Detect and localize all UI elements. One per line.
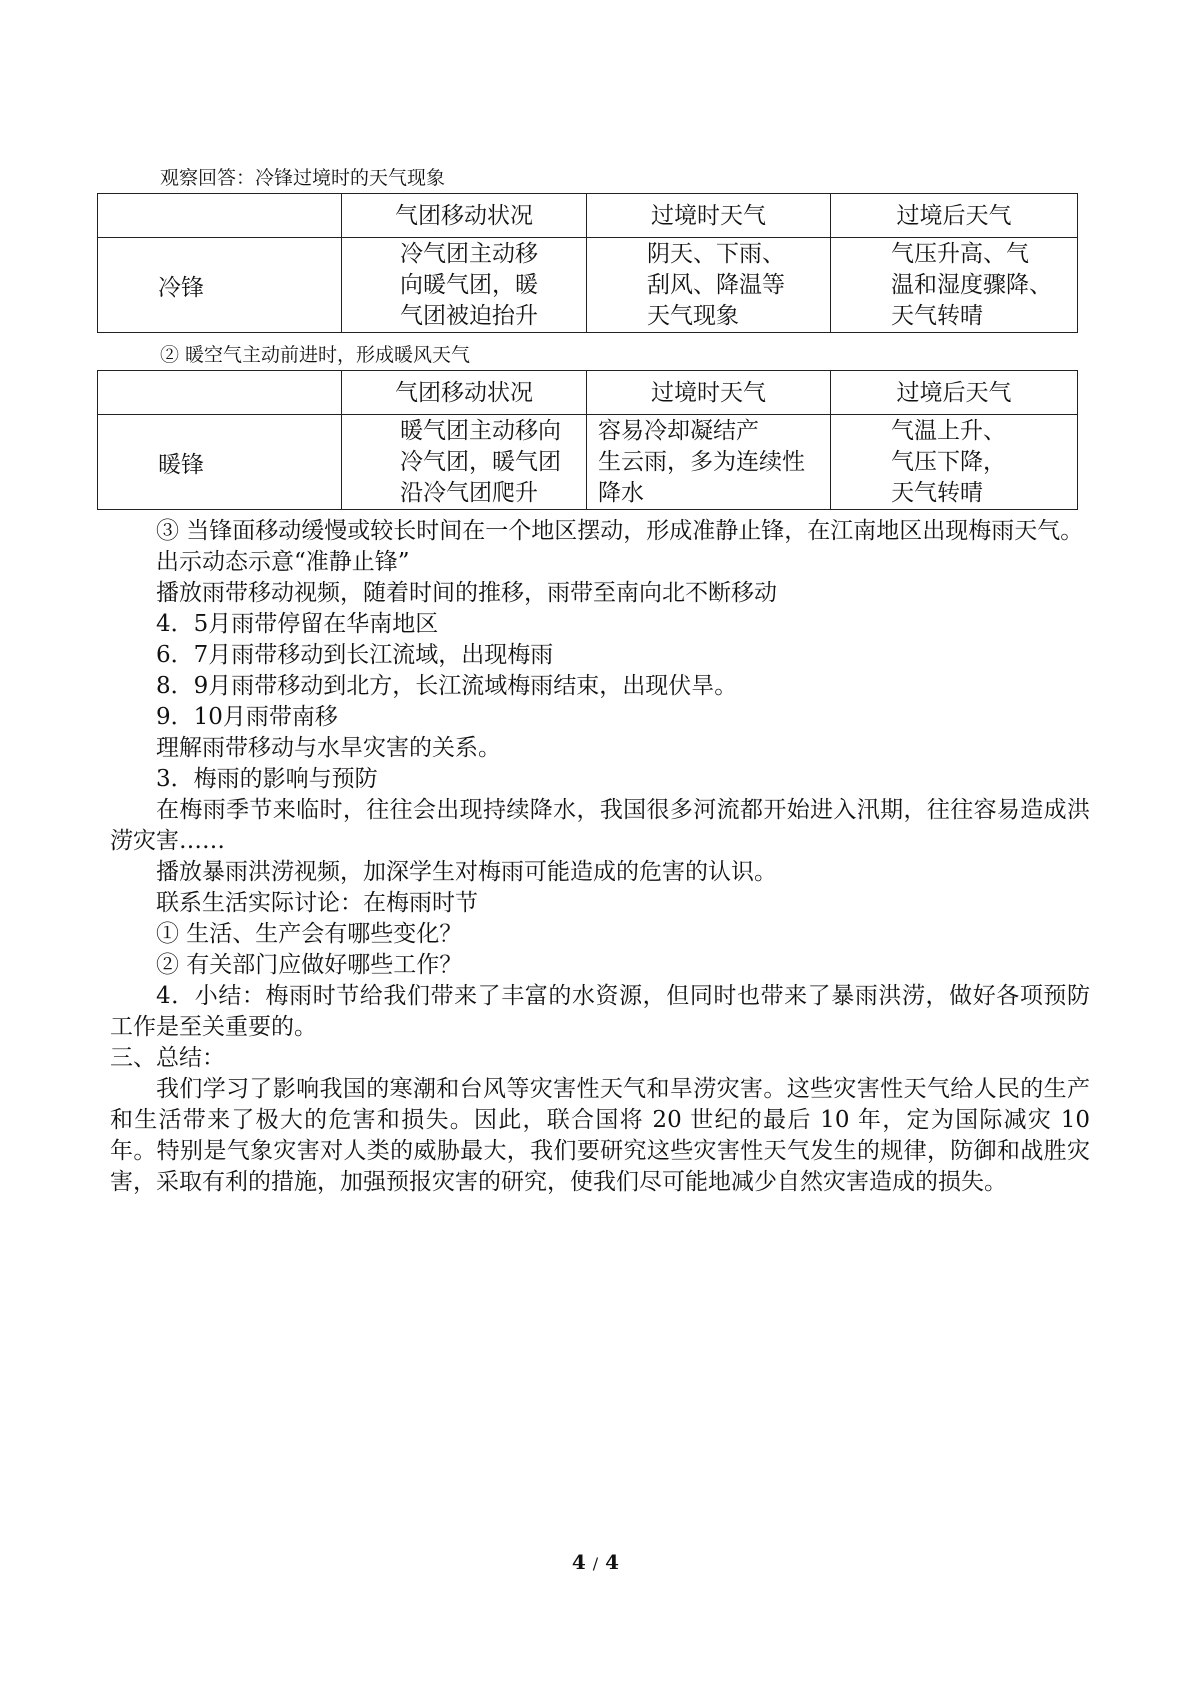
paragraph: 6．7月雨带移动到长江流域，出现梅雨 [156,642,554,668]
page-number: 4 / 4 [571,1550,620,1574]
weather-during-cell: 容易冷却凝结产 生云雨，多为连续性 降水 [587,415,831,510]
paragraph: 理解雨带移动与水旱灾害的关系。 [156,735,501,761]
weather-after-cell: 气温上升、 气压下降， 天气转晴 [831,415,1078,510]
row-label-warm-front: 暖锋 [98,415,342,510]
table-header-row [98,194,1078,238]
header-cell: 气团移动状况 [342,371,587,415]
paragraph: 9．10月雨带南移 [156,704,338,730]
paragraph: 4．5月雨带停留在华南地区 [156,611,439,637]
table-row [98,415,1078,510]
cold-front-caption: 观察回答：冷锋过境时的天气现象 [160,167,446,189]
paragraph: ① 生活、生产会有哪些变化？ [156,921,463,947]
paragraph: 联系生活实际讨论：在梅雨时节 [156,890,478,916]
header-cell [98,194,342,238]
warm-front-table [97,370,1078,510]
row-label-cold-front: 冷锋 [98,238,342,333]
warm-front-caption: ② 暖空气主动前进时，形成暖风天气 [160,344,471,366]
paragraph: 3．梅雨的影响与预防 [156,766,378,792]
table-row [98,238,1078,333]
paragraph: ③ 当锋面移动缓慢或较长时间在一个地区摆动，形成准静止锋，在江南地区出现梅雨天气。 [156,518,1084,544]
air-mass-movement-cell: 冷气团主动移 向暖气团，暖 气团被迫抬升 [342,238,587,333]
paragraph: 在梅雨季节来临时，往往会出现持续降水，我国很多河流都开始进入汛期，往往容易造成洪涝灾害…… [110,797,1090,854]
weather-after-cell: 气压升高、气 温和湿度骤降、 天气转晴 [831,238,1078,333]
paragraph: 8．9月雨带移动到北方，长江流域梅雨结束，出现伏旱。 [156,673,738,699]
summary-paragraph: 我们学习了影响我国的寒潮和台风等灾害性天气和旱涝灾害。这些灾害性天气给人民的生产和生活带来了极大的危害和损失。因此，联合国将 20 世纪的最后 10 年，定为国际减灾 10 年。特别是气象灾害对人类的威胁最大，我们要研究这些灾害性天气发生的规律，防御和战胜灾害，采取有利的措施，加强预报灾害的研究，使我们尽可能地减少自然灾害造成的损失。 [110,1076,1090,1195]
header-cell: 过境时天气 [587,194,831,238]
paragraph: 出示动态示意“准静止锋” [156,549,410,575]
section-heading: 三、总结： [110,1045,225,1071]
paragraph: 播放雨带移动视频，随着时间的推移，雨带至南向北不断移动 [156,580,777,606]
paragraph: 4．小结：梅雨时节给我们带来了丰富的水资源，但同时也带来了暴雨洪涝，做好各项预防工作是至关重要的。 [110,983,1090,1040]
table-header-row [98,371,1078,415]
header-cell: 过境后天气 [831,371,1078,415]
header-cell: 过境后天气 [831,194,1078,238]
header-cell: 气团移动状况 [342,194,587,238]
header-cell: 过境时天气 [587,371,831,415]
paragraph: ② 有关部门应做好哪些工作？ [156,952,463,978]
cold-front-table [97,193,1078,333]
header-cell [98,371,342,415]
weather-during-cell: 阴天、下雨、 刮风、降温等 天气现象 [587,238,831,333]
air-mass-movement-cell: 暖气团主动移向 冷气团，暖气团 沿冷气团爬升 [342,415,587,510]
paragraph: 播放暴雨洪涝视频，加深学生对梅雨可能造成的危害的认识。 [156,859,777,885]
body-text [110,516,1090,1198]
